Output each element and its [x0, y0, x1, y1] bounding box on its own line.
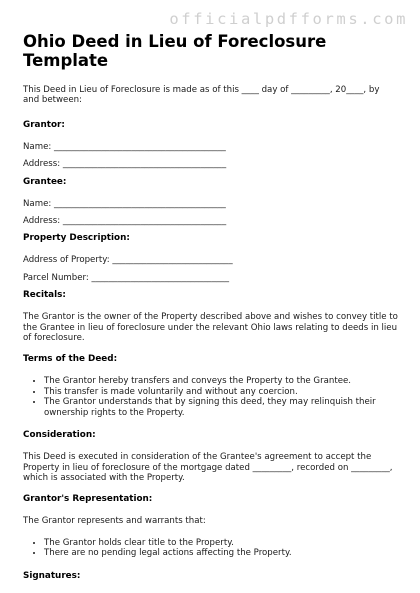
recitals-heading: Recitals: [23, 290, 66, 301]
grantee-address-field: Address: ______________________________________ [23, 216, 227, 227]
grantee-name-field: Name: ________________________________________ [23, 198, 226, 209]
document-title: Ohio Deed in Lieu of Foreclosure Template [23, 32, 327, 70]
representation-paragraph: The Grantor represents and warrants that: [23, 516, 206, 527]
consideration-paragraph: This Deed is executed in consideration of the Grantee's agreement to accept the Property in lieu of foreclosure of the mortgage dated _________, recorded on _________, which is associated with the Property. [23, 452, 393, 483]
terms-list [23, 376, 398, 418]
document-page [23, 32, 398, 593]
signatures-heading: Signatures: [23, 570, 81, 581]
list-item: • The Grantor holds clear title to the Property. [44, 538, 398, 548]
list-item: • This transfer is made voluntarily and without any coercion. [44, 387, 398, 397]
list-item: • There are no pending legal actions affecting the Property. [44, 548, 398, 558]
grantee-heading: Grantee: [23, 176, 67, 187]
list-item: • The Grantor hereby transfers and conveys the Property to the Grantee. [44, 376, 398, 386]
grantor-heading: Grantor: [23, 119, 65, 130]
parcel-number-field: Parcel Number: ________________________________ [23, 272, 230, 283]
property-description-heading: Property Description: [23, 233, 130, 244]
terms-heading: Terms of the Deed: [23, 354, 118, 365]
property-address-field: Address of Property: ____________________________ [23, 255, 233, 266]
grantor-name-field: Name: ________________________________________ [23, 141, 226, 152]
grantor-address-field: Address: ______________________________________ [23, 159, 227, 170]
representation-list [23, 538, 398, 559]
intro-paragraph: This Deed in Lieu of Foreclosure is made as of this ____ day of _________, 20____, by and between: [23, 85, 380, 106]
watermark-logo: officialpdfforms.com [169, 10, 408, 28]
consideration-heading: Consideration: [23, 430, 96, 441]
list-item: • The Grantor understands that by signing this deed, they may relinquish their ownership rights to the Property. [44, 397, 398, 418]
recitals-paragraph: The Grantor is the owner of the Property described above and wishes to convey title to the Grantee in lieu of foreclosure under the relevant Ohio laws relating to deeds in lieu of foreclosure. [23, 312, 398, 344]
representation-heading: Grantor's Representation: [23, 494, 153, 505]
